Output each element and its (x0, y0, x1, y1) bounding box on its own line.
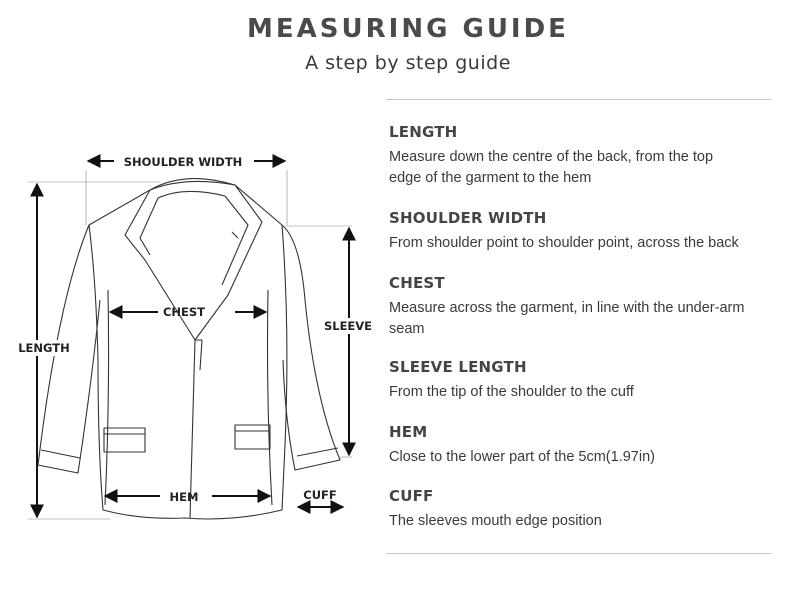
shoulder-width-label: SHOULDER WIDTH (123, 155, 243, 169)
jacket-diagram (0, 0, 385, 589)
guide-heading: CUFF (389, 487, 434, 505)
cuff-label: CUFF (303, 488, 337, 502)
guide-item-cuff (389, 486, 779, 532)
guide-heading: CHEST (389, 274, 445, 292)
guide-item-chest (389, 273, 779, 340)
divider-top (386, 99, 772, 100)
page-subtitle: A step by step guide (305, 52, 511, 74)
divider-bottom (386, 553, 772, 554)
guide-description: Close to the lower part of the 5cm(1.97in) (389, 449, 655, 465)
guide-heading: LENGTH (389, 123, 458, 141)
guide-item-sleeve-length (389, 357, 779, 403)
guide-description: Measure down the centre of the back, from the top edge of the garment to the hem (389, 149, 714, 186)
guide-description: The sleeves mouth edge position (389, 513, 602, 529)
guide-heading: HEM (389, 423, 428, 441)
guide-item-shoulder-width (389, 208, 779, 254)
guide-heading: SHOULDER WIDTH (389, 209, 547, 227)
guide-heading: SLEEVE LENGTH (389, 358, 527, 376)
length-label: LENGTH (18, 341, 70, 355)
page-title: MEASURING GUIDE (247, 14, 569, 44)
guide-item-hem (389, 422, 779, 468)
sleeve-label: SLEEVE (323, 319, 373, 333)
guide-description: Measure across the garment, in line with the under-arm seam (389, 300, 745, 337)
hem-label: HEM (169, 490, 199, 504)
jacket-outline (38, 179, 340, 519)
chest-label: CHEST (162, 305, 206, 319)
guide-description: From the tip of the shoulder to the cuff (389, 384, 634, 400)
measure-arrows (37, 161, 349, 517)
guide-item-length (389, 122, 779, 189)
guide-description: From shoulder point to shoulder point, across the back (389, 235, 739, 251)
